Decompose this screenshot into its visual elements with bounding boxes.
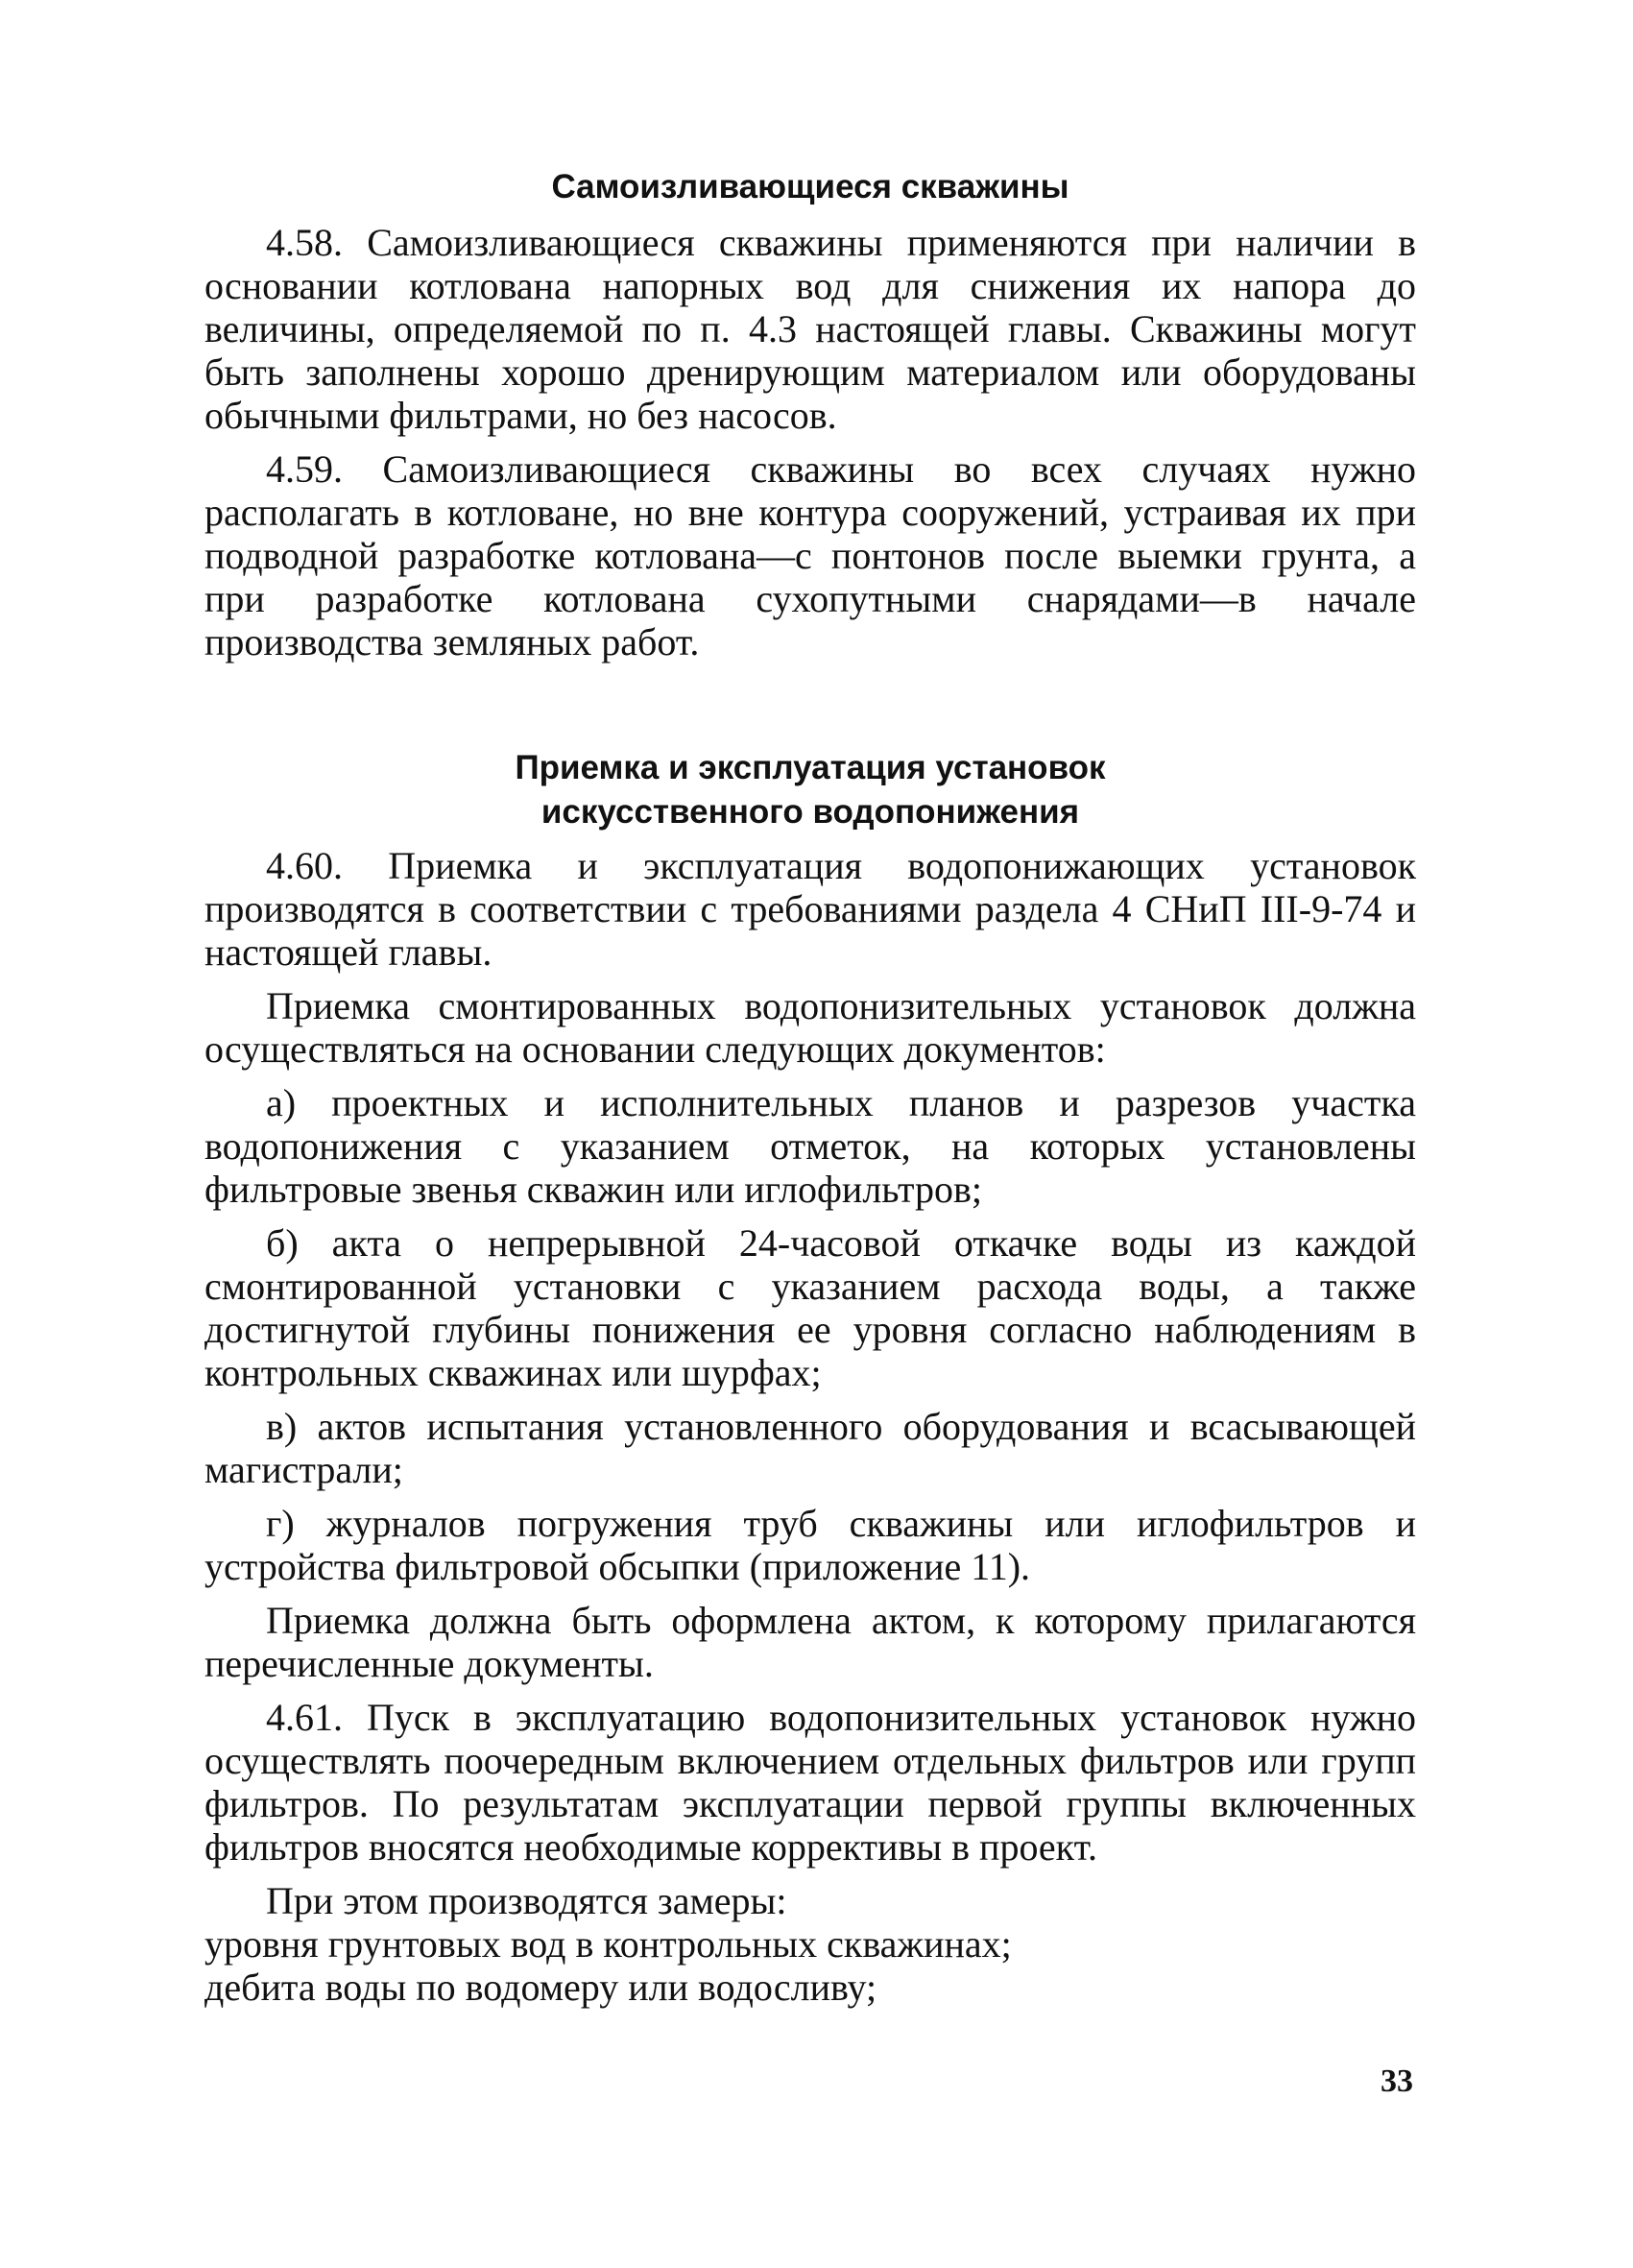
section-heading-acceptance-operation bbox=[204, 746, 1416, 834]
list-item-b: б) акта о непрерывной 24-часовой откачке воды из каждой смонтированной установки с указанием расхода воды, а также достигнутой глубины понижения ее уровня согласно наблюдениям в контрольных скважинах или шурфах; bbox=[204, 1221, 1416, 1394]
paragraph-measurements-intro: При этом производятся замеры: bbox=[266, 1879, 787, 1922]
paragraph-4-58: 4.58. Самоизливающиеся скважины применяются при наличии в основании котлована напорных вод для снижения их напора до величины, определяемой по п. 4.3 настоящей главы. Скважины могут быть заполнены хорошо дренирующим материалом или оборудованы обычными фильтрами, но без насосов. bbox=[204, 221, 1416, 437]
list-item-g: г) журналов погружения труб скважины или иглофильтров и устройства фильтровой обсыпки (приложение 11). bbox=[204, 1502, 1416, 1588]
paragraph-acceptance-act: Приемка должна быть оформлена актом, к которому прилагаются перечисленные документы. bbox=[204, 1599, 1416, 1685]
measurement-item-groundwater-level: уровня грунтовых вод в контрольных скважинах; bbox=[204, 1922, 1012, 1966]
paragraph-4-61: 4.61. Пуск в эксплуатацию водопонизительных установок нужно осуществлять поочередным включением отдельных фильтров или групп фильтров. По результатам эксплуатации первой группы включенных фильтров вносятся необходимые коррективы в проект. bbox=[204, 1696, 1416, 1869]
section-heading-self-flowing-wells: Самоизливающиеся скважины bbox=[551, 168, 1069, 205]
page-content bbox=[204, 165, 1416, 2009]
page-number: 33 bbox=[1381, 2063, 1413, 2099]
paragraph-4-59: 4.59. Самоизливающиеся скважины во всех случаях нужно располагать в котловане, но вне контура сооружений, устраивая их при подводной разработке котлована—с понтонов после выемки грунта, а при разработке котлована сухопутными снарядами—в начале производства земляных работ. bbox=[204, 447, 1416, 664]
measurement-item-water-flow: дебита воды по водомеру или водосливу; bbox=[204, 1966, 877, 2009]
list-item-a: а) проектных и исполнительных планов и разрезов участка водопонижения с указанием отметок, на которых установлены фильтровые звенья скважин или иглофильтров; bbox=[204, 1081, 1416, 1211]
paragraph-4-60: 4.60. Приемка и эксплуатация водопонижающих установок производятся в соответствии с требованиями раздела 4 СНиП III-9-74 и настоящей главы. bbox=[204, 844, 1416, 974]
section-heading-line-1: Приемка и эксплуатация установок bbox=[515, 749, 1106, 786]
paragraph-acceptance-documents: Приемка смонтированных водопонизительных установок должна осуществляться на основании следующих документов: bbox=[204, 984, 1416, 1071]
list-item-v: в) актов испытания установленного оборудования и всасывающей магистрали; bbox=[204, 1405, 1416, 1491]
section-heading-line-2: искусственного водопонижения bbox=[540, 793, 1080, 831]
